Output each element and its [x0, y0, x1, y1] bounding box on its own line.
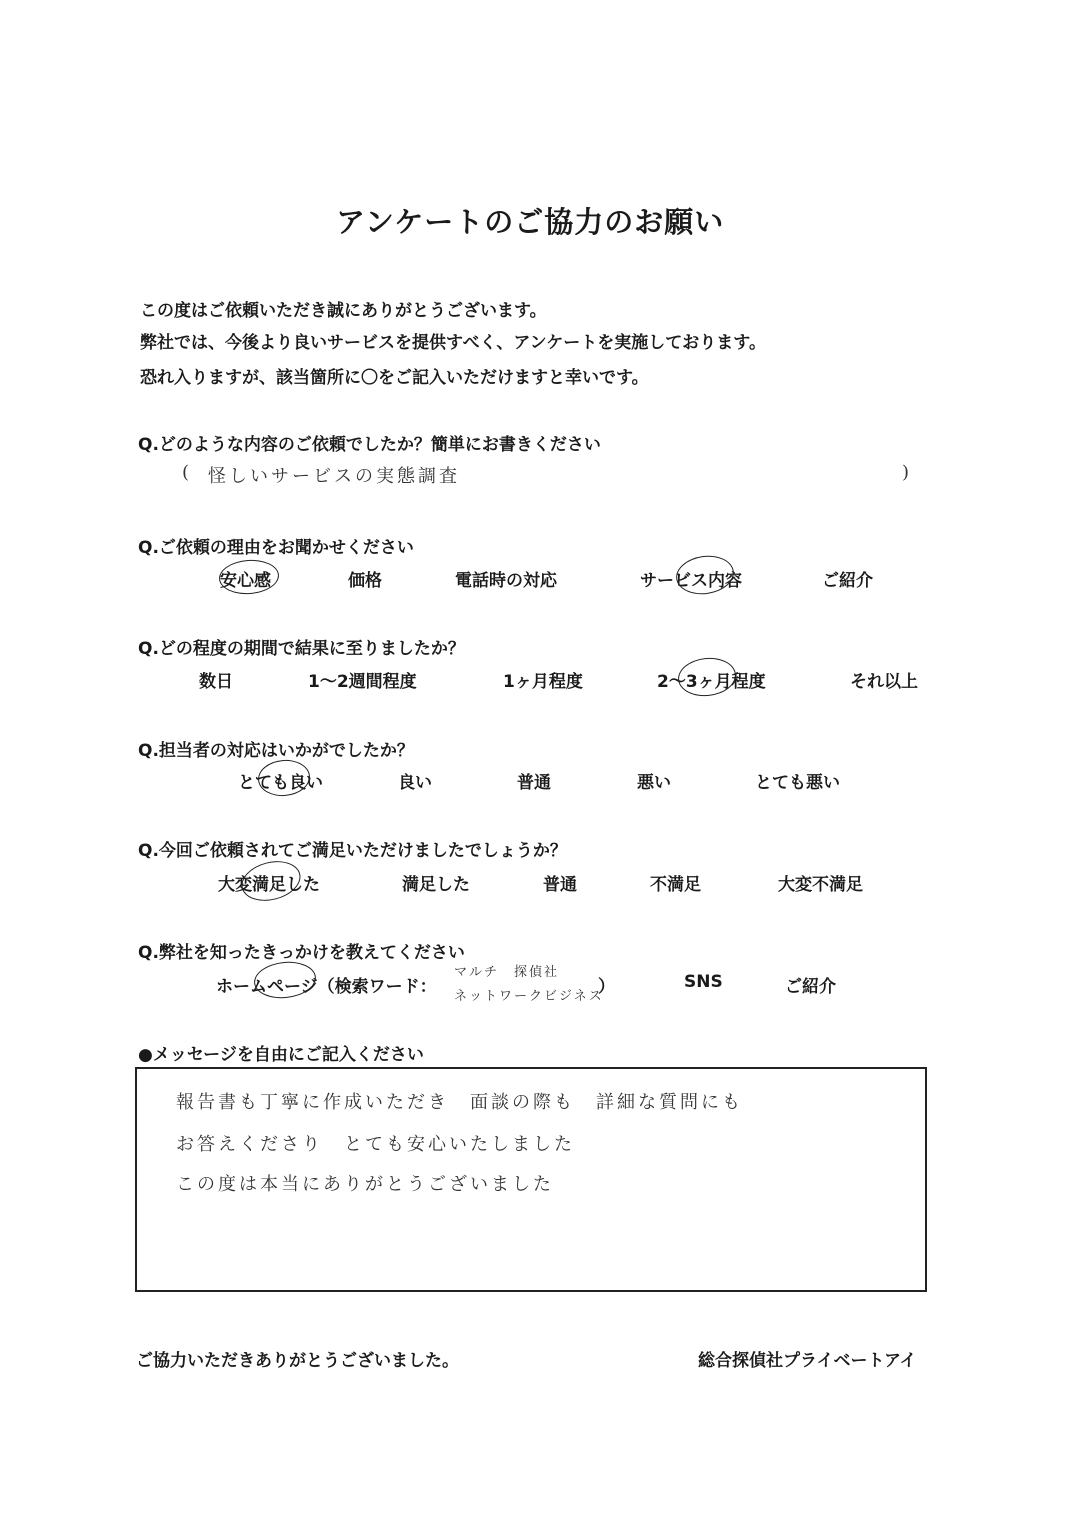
q6-search-word-2: ネットワークビジネス	[454, 989, 604, 1004]
q4-option-good[interactable]: 良い	[398, 773, 432, 793]
q2-option-service[interactable]: サービス内容	[640, 571, 742, 591]
q3-option-days[interactable]: 数日	[199, 672, 233, 692]
q1-question: Q.どのような内容のご依頼でしたか？簡単にお書きください	[138, 435, 601, 455]
q2-option-referral[interactable]: ご紹介	[822, 571, 873, 591]
q5-option-satisfied[interactable]: 満足した	[402, 875, 470, 895]
q6-option-referral[interactable]: ご紹介	[785, 977, 836, 997]
q5-option-very-satisfied[interactable]: 大変満足した	[218, 875, 320, 895]
intro-line-2: 弊社では、今後より良いサービスを提供すべく、アンケートを実施しております。	[140, 333, 766, 353]
q2-question: Q.ご依頼の理由をお聞かせください	[138, 538, 414, 558]
footer-thanks: ご協力いただきありがとうございました。	[136, 1351, 459, 1371]
q1-paren-open: (	[182, 462, 193, 483]
q4-option-bad[interactable]: 悪い	[637, 773, 671, 793]
q5-selection-circle	[237, 855, 304, 906]
message-heading: ●メッセージを自由にご記入ください	[138, 1045, 424, 1065]
intro-line-3: 恐れ入りますが、該当箇所に〇をご記入いただけますと幸いです。	[140, 368, 649, 388]
q6-option-homepage[interactable]: ホームページ（検索ワード：	[216, 977, 437, 997]
q3-selection-circle	[676, 655, 738, 699]
q1-answer[interactable]: 怪しいサービスの実態調査	[208, 466, 460, 487]
q2-option-phone[interactable]: 電話時の対応	[455, 571, 557, 591]
q6-question: Q.弊社を知ったきっかけを教えてください	[138, 943, 465, 963]
message-line-1: 報告書も丁寧に作成いただき 面談の際も 詳細な質問にも	[176, 1092, 743, 1113]
q1-paren-close: )	[902, 462, 913, 483]
footer-company: 総合探偵社プライベートアイ	[698, 1351, 917, 1371]
q6-search-word-1: マルチ 探偵社	[454, 965, 560, 980]
q5-option-unsatisfied[interactable]: 不満足	[650, 875, 701, 895]
q4-question: Q.担当者の対応はいかがでしたか？	[138, 741, 414, 761]
q5-option-very-unsatisfied[interactable]: 大変不満足	[778, 875, 863, 895]
q4-option-very-good[interactable]: とても良い	[238, 773, 323, 793]
q3-option-1-2weeks[interactable]: 1～2週間程度	[308, 672, 417, 692]
page-title: アンケートのご協力のお願い	[336, 205, 725, 239]
q2-option-anshinkan[interactable]: 安心感	[220, 571, 271, 591]
q2-option-price[interactable]: 価格	[348, 571, 382, 591]
q3-option-1month[interactable]: 1ヶ月程度	[503, 672, 583, 692]
q6-option-sns[interactable]: SNS	[684, 972, 723, 992]
q6-paren-close: ）	[598, 977, 615, 997]
intro-line-1: この度はご依頼いただき誠にありがとうございます。	[140, 301, 547, 321]
message-line-3: この度は本当にありがとうございました	[176, 1174, 554, 1195]
q4-option-normal[interactable]: 普通	[517, 773, 551, 793]
message-line-2: お答えくださり とても安心いたしました	[176, 1134, 575, 1155]
q5-option-normal[interactable]: 普通	[543, 875, 577, 895]
q3-question: Q.どの程度の期間で結果に至りましたか？	[138, 639, 465, 659]
q3-option-2-3months[interactable]: 2～3ヶ月程度	[657, 672, 766, 692]
q4-option-very-bad[interactable]: とても悪い	[755, 773, 840, 793]
q3-option-more[interactable]: それ以上	[850, 672, 918, 692]
q5-question: Q.今回ご依頼されてご満足いただけましたでしょうか？	[138, 841, 567, 861]
